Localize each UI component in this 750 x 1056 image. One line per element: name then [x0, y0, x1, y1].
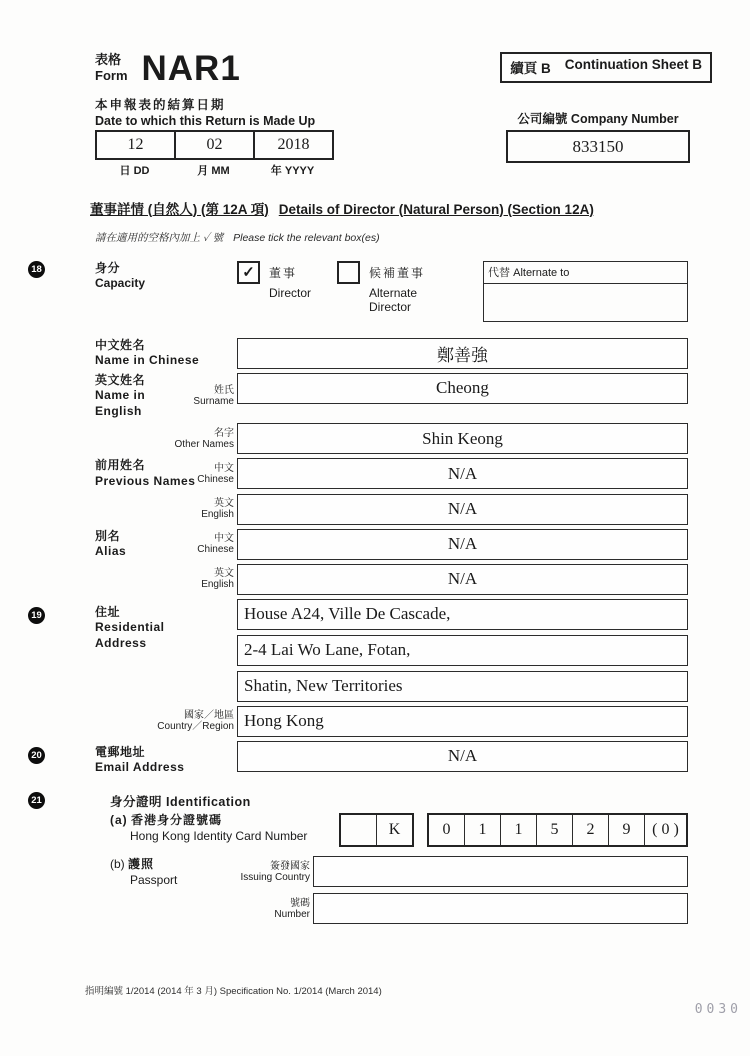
- company-number-label: 公司編號 Company Number: [517, 112, 679, 126]
- previous-names-chinese-field[interactable]: N/A: [237, 458, 688, 489]
- name-english-label: [95, 373, 193, 420]
- form-label-en: Form: [95, 68, 128, 84]
- passport-label-en: Passport: [130, 873, 178, 888]
- alternate-director-label-en: Alternate Director: [369, 285, 418, 314]
- hkid-digit-cells: [427, 813, 688, 847]
- previous-names-label-zh: 前用姓名: [95, 458, 146, 473]
- previous-names-label-en: Previous Names: [95, 474, 196, 489]
- item-20-badge: 20: [28, 747, 45, 764]
- date-day-label: 日 DD: [119, 164, 150, 177]
- director-checkbox[interactable]: [237, 261, 260, 284]
- name-chinese-label: [95, 338, 199, 369]
- passport-prefix: (b): [110, 857, 125, 872]
- alias-chinese-field[interactable]: N/A: [237, 529, 688, 560]
- page-number-stamp: 0030: [694, 1002, 742, 1017]
- issuing-country-sublabel: 簽發國家 Issuing Country: [240, 861, 310, 884]
- hkid-check-digit-cell[interactable]: ( 0 ): [644, 815, 686, 845]
- capacity-marker-col: [0, 261, 95, 322]
- hkid-label-en: Hong Kong Identity Card Number: [130, 829, 308, 844]
- date-month-label: 月 MM: [197, 164, 230, 177]
- hkid-letter-cell-0[interactable]: [341, 815, 376, 845]
- continuation-label-zh: 續頁 B: [510, 61, 551, 76]
- header: [0, 0, 750, 178]
- name-english-label-en: Name in English: [95, 388, 146, 418]
- alias-chinese-row: [0, 529, 688, 560]
- email-row: [0, 741, 688, 776]
- form-label-zh: 表格: [95, 52, 122, 67]
- item-19-badge: 19: [28, 607, 45, 624]
- residential-address-row: [0, 599, 688, 702]
- surname-sublabel: 姓氏 Surname: [193, 385, 234, 408]
- form-code: NAR1: [141, 49, 241, 88]
- hkid-label: [110, 812, 339, 847]
- passport-issuing-row: [0, 856, 688, 888]
- address-line1-field[interactable]: House A24, Ville De Cascade,: [237, 599, 688, 630]
- alternate-director-checkbox[interactable]: [337, 261, 360, 284]
- alias-label-en: Alias: [95, 544, 127, 559]
- hkid-digit-cell-0[interactable]: 0: [442, 821, 451, 839]
- name-chinese-label-en: Name in Chinese: [95, 353, 200, 368]
- email-label: [95, 745, 184, 776]
- director-label-en: Director: [269, 285, 312, 300]
- alternate-to-field[interactable]: [484, 284, 687, 321]
- hkid-letter-cell-1[interactable]: K: [376, 815, 412, 845]
- hkid-digit-cell-2[interactable]: 1: [500, 815, 536, 845]
- alias-label-zh: 別名: [95, 528, 121, 543]
- passport-number-sublabel: 號碼 Number: [274, 897, 310, 920]
- alternate-to-box: [483, 261, 688, 322]
- passport-number-row: [0, 893, 688, 924]
- alternate-to-label: 代替 Alternate to: [484, 262, 687, 284]
- return-date-table: [95, 130, 334, 160]
- date-year-label: 年 YYYY: [270, 164, 315, 177]
- date-day-field[interactable]: 12: [127, 135, 144, 153]
- address-line3-field[interactable]: Shatin, New Territories: [237, 671, 688, 702]
- hkid-label-zh: 香港身分證號碼: [131, 813, 223, 828]
- hkid-letter-cells: [339, 813, 414, 847]
- alternate-director-option: [337, 261, 457, 314]
- residential-address-label-en1: Residential: [95, 620, 165, 635]
- date-month-field[interactable]: 02: [174, 132, 253, 158]
- other-names-sublabel: 名字 Other Names: [174, 427, 234, 450]
- date-title-en: Date to which this Return is Made Up: [95, 113, 316, 128]
- company-number-block: [506, 109, 690, 163]
- other-names-row: [0, 423, 688, 454]
- tick-instruction-en: Please tick the relevant box(es): [233, 231, 380, 244]
- previous-names-english-row: [0, 494, 688, 525]
- other-names-field[interactable]: Shin Keong: [237, 423, 688, 454]
- continuation-sheet-badge: [500, 52, 712, 83]
- director-option: [237, 261, 311, 300]
- issuing-country-field[interactable]: [313, 856, 688, 887]
- header-right: [472, 52, 712, 178]
- hkid-digit-cell-1[interactable]: 1: [464, 815, 500, 845]
- passport-label: [110, 856, 210, 888]
- previous-chinese-sublabel: 中文 Chinese: [197, 463, 234, 486]
- continuation-label-en: Continuation Sheet B: [564, 57, 702, 72]
- identification-title: [110, 792, 251, 810]
- alias-english-row: [0, 564, 688, 595]
- previous-names-label: [95, 458, 195, 489]
- hkid-digit-cell-4[interactable]: 2: [572, 815, 608, 845]
- capacity-label-en: Capacity: [95, 276, 146, 291]
- date-year-field[interactable]: 2018: [253, 132, 332, 158]
- residential-address-label-en2: Address: [95, 636, 147, 651]
- previous-names-chinese-row: [0, 458, 688, 489]
- return-date-block: [95, 95, 334, 178]
- identification-title-zh: 身分證明: [110, 795, 163, 810]
- country-region-sublabel: 國家／地區 Country／Region: [157, 710, 234, 733]
- specification-note: 指明編號 1/2014 (2014 年 3 月) Specification No. 1/2014 (March 2014): [85, 986, 382, 997]
- form-label: [95, 52, 128, 85]
- tick-instruction: [95, 230, 688, 245]
- hkid-digit-cell-3[interactable]: 5: [536, 815, 572, 845]
- tick-instruction-zh: 請在適用的空格內加上 ✓ 號: [95, 231, 224, 244]
- checkmark-icon: ✓: [242, 263, 255, 281]
- company-number-field[interactable]: 833150: [506, 130, 690, 163]
- alternate-director-label-zh: 候補董事: [369, 265, 426, 280]
- section-title-en: Details of Director (Natural Person) (Section 12A): [278, 201, 594, 217]
- capacity-label: [95, 261, 145, 322]
- hkid-number-field: [339, 813, 688, 847]
- surname-field[interactable]: Cheong: [237, 373, 688, 404]
- alias-chinese-sublabel: 中文 Chinese: [197, 533, 234, 556]
- identification-title-en: Identification: [166, 795, 251, 810]
- item-18-badge: 18: [28, 261, 45, 278]
- surname-row: [0, 373, 688, 420]
- previous-english-sublabel: 英文 English: [201, 498, 234, 521]
- capacity-label-zh: 身分: [95, 260, 121, 275]
- capacity-label-col: [95, 261, 237, 322]
- hkid-digit-cell-5[interactable]: 9: [608, 815, 644, 845]
- item-21-badge: 21: [28, 792, 45, 809]
- alias-label: [95, 529, 126, 560]
- country-region-field[interactable]: Hong Kong: [237, 706, 688, 737]
- hkid-prefix: (a): [110, 813, 128, 828]
- capacity-row: [0, 261, 688, 322]
- country-region-row: [0, 706, 688, 737]
- address-line2-field[interactable]: 2-4 Lai Wo Lane, Fotan,: [237, 635, 688, 666]
- residential-address-label-zh: 住址: [95, 604, 121, 619]
- capacity-options: [237, 261, 688, 322]
- identification-title-row: [0, 792, 688, 810]
- header-left: [95, 49, 334, 178]
- residential-address-label: [95, 605, 165, 702]
- hkid-row: [0, 812, 688, 847]
- name-english-label-zh: 英文姓名: [95, 372, 146, 387]
- form-identity: [95, 49, 334, 88]
- email-label-en: Email Address: [95, 760, 185, 775]
- alias-english-field[interactable]: N/A: [237, 564, 688, 595]
- name-chinese-label-zh: 中文姓名: [95, 337, 146, 352]
- name-chinese-row: [0, 338, 688, 369]
- previous-names-english-field[interactable]: N/A: [237, 494, 688, 525]
- section-title-zh: 董事詳情 (自然人) (第 12A 項): [90, 201, 269, 217]
- passport-label-zh: 護照: [128, 857, 155, 872]
- name-in-chinese-field[interactable]: 鄭善強: [237, 338, 688, 369]
- director-label-zh: 董事: [269, 265, 298, 280]
- form-body: [0, 198, 750, 925]
- passport-number-field[interactable]: [313, 893, 688, 924]
- date-unit-labels: [95, 162, 334, 178]
- alias-english-sublabel: 英文 English: [201, 568, 234, 591]
- email-label-zh: 電郵地址: [95, 744, 146, 759]
- date-title-zh: 本申報表的結算日期: [95, 97, 226, 112]
- email-address-field[interactable]: N/A: [237, 741, 688, 772]
- section-title: [90, 198, 688, 218]
- address-lines: [237, 599, 688, 702]
